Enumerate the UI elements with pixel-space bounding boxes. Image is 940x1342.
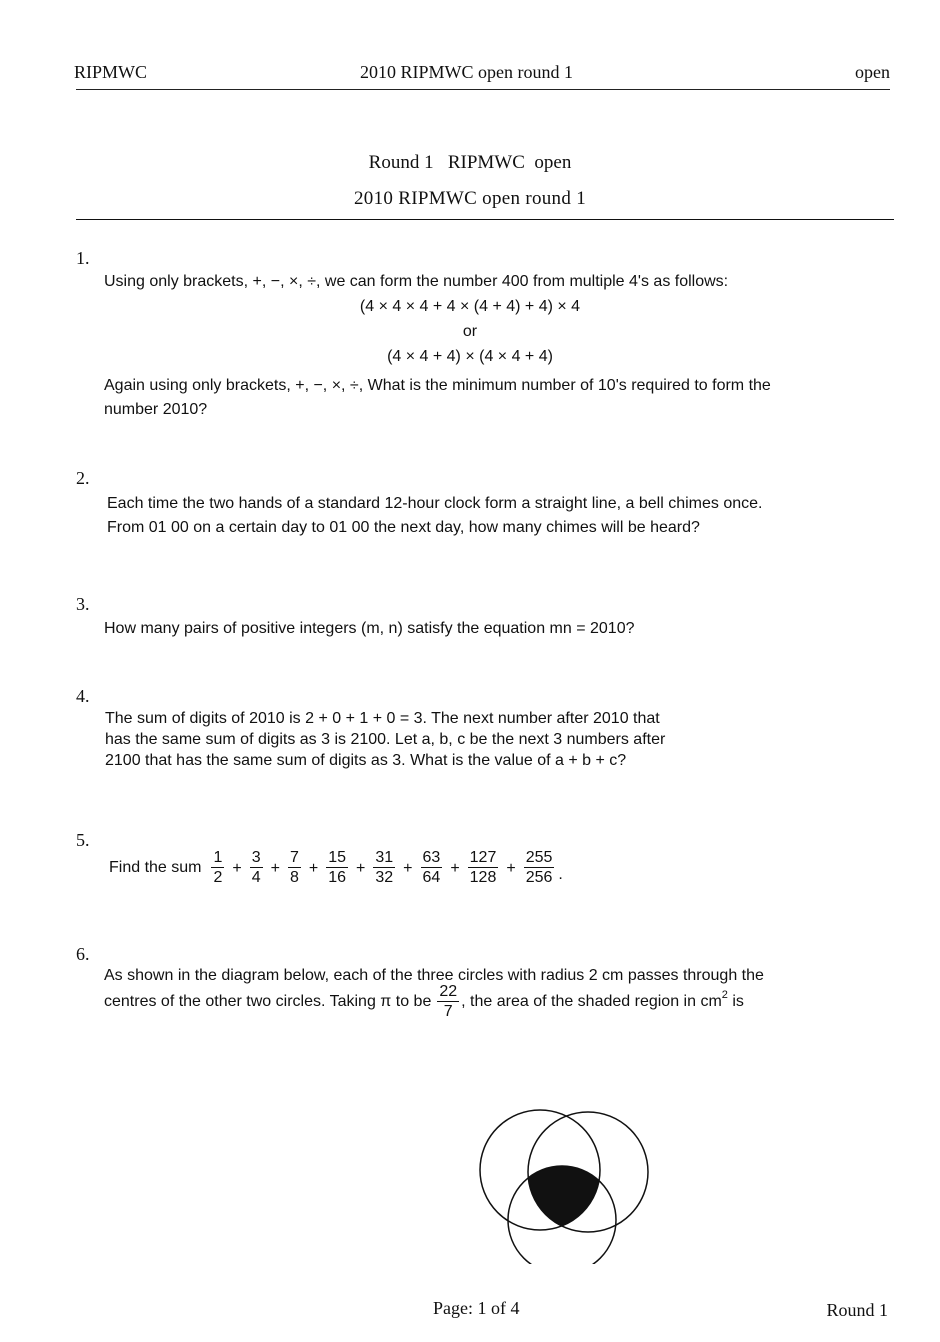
header-left: RIPMWC bbox=[74, 62, 148, 82]
fraction-numerator: 15 bbox=[328, 849, 347, 866]
fraction bbox=[468, 848, 499, 887]
fraction bbox=[288, 848, 301, 887]
pi-fraction-denominator: 7 bbox=[443, 1003, 453, 1020]
fraction-denominator: 256 bbox=[525, 869, 553, 886]
question-4-line-3: 2100 that has the same sum of digits as 3. What is the value of a + b + c? bbox=[105, 752, 627, 769]
question-1-number: 1. bbox=[76, 248, 90, 268]
question-6-line-2-middle: , the area of the shaded region in cm bbox=[461, 992, 722, 1010]
fraction bbox=[211, 848, 224, 887]
plus-sign: + bbox=[308, 859, 319, 877]
fraction-denominator: 16 bbox=[328, 869, 347, 886]
fraction bbox=[250, 848, 263, 887]
question-4-number: 4. bbox=[76, 686, 90, 706]
question-1-or: or bbox=[462, 323, 478, 340]
question-6-number: 6. bbox=[76, 944, 90, 964]
question-5-prefix: Find the sum bbox=[109, 858, 202, 876]
plus-sign: + bbox=[450, 859, 460, 877]
question-3-line-1: How many pairs of positive integers (m, n) satisfy the equation mn = 2010? bbox=[104, 620, 635, 637]
header-center: 2010 RIPMWC open round 1 bbox=[360, 62, 573, 82]
superscript-two: 2 bbox=[721, 988, 728, 1001]
question-1-expression-2: (4 × 4 + 4) × (4 × 4 + 4) bbox=[387, 348, 553, 365]
question-5-number: 5. bbox=[76, 830, 90, 850]
question-4-line-1: The sum of digits of 2010 is 2 + 0 + 1 + 0 = 3. The next number after 2010 that bbox=[105, 710, 660, 727]
fraction-denominator: 32 bbox=[375, 869, 394, 886]
fraction bbox=[421, 848, 443, 887]
question-6-line-2-start: centres of the other two circles. Taking π to be bbox=[104, 992, 432, 1010]
plus-sign: + bbox=[270, 859, 280, 877]
footer-page-number: Page: 1 of 4 bbox=[433, 1298, 520, 1318]
fraction-numerator: 255 bbox=[525, 849, 553, 866]
header-divider bbox=[76, 89, 890, 90]
plus-sign: + bbox=[506, 859, 516, 877]
footer-round: Round 1 bbox=[826, 1300, 888, 1320]
fraction bbox=[524, 848, 555, 887]
question-1-intro: Using only brackets, +, −, ×, ÷, we can form the number 400 from multiple 4's as follows: bbox=[104, 273, 729, 290]
question-1-line-1: Again using only brackets, +, −, ×, ÷, What is the minimum number of 10's required to form the bbox=[104, 377, 771, 394]
fraction-numerator: 63 bbox=[422, 849, 441, 866]
three-circles-diagram bbox=[470, 1088, 654, 1264]
plus-sign: + bbox=[403, 859, 413, 877]
title-line1: Round 1 RIPMWC open bbox=[368, 152, 572, 173]
fraction-numerator: 7 bbox=[289, 849, 299, 866]
question-1-line-2: number 2010? bbox=[104, 401, 208, 418]
fraction-denominator: 128 bbox=[469, 869, 497, 886]
fraction-denominator: 8 bbox=[289, 869, 299, 886]
question-5-period: . bbox=[558, 865, 563, 883]
title-divider bbox=[76, 219, 894, 220]
fraction-numerator: 3 bbox=[251, 849, 261, 866]
pi-fraction-numerator: 22 bbox=[439, 983, 458, 1000]
question-6-line-1: As shown in the diagram below, each of the three circles with radius 2 cm passes through the bbox=[104, 967, 764, 984]
question-2-line-2: From 01 00 on a certain day to 01 00 the next day, how many chimes will be heard? bbox=[107, 519, 700, 536]
question-3-number: 3. bbox=[76, 594, 90, 614]
question-4-line-2: has the same sum of digits as 3 is 2100. Let a, b, c be the next 3 numbers after bbox=[105, 731, 666, 748]
page-title: 2010 RIPMWC open round 1 bbox=[353, 188, 587, 209]
header-right: open bbox=[855, 62, 890, 82]
question-6-line-2-end: is bbox=[727, 992, 744, 1010]
fraction bbox=[373, 848, 395, 887]
fraction-denominator: 2 bbox=[213, 869, 223, 886]
fraction-numerator: 31 bbox=[375, 849, 394, 866]
question-1-expression-1: (4 × 4 × 4 + 4 × (4 + 4) + 4) × 4 bbox=[359, 298, 581, 315]
question-2-number: 2. bbox=[76, 468, 90, 488]
fraction bbox=[326, 848, 348, 887]
pi-fraction bbox=[437, 982, 459, 1021]
fraction-numerator: 1 bbox=[213, 849, 223, 866]
question-5-sum bbox=[109, 848, 563, 887]
question-6-line-2 bbox=[104, 982, 744, 1021]
fraction-numerator: 127 bbox=[469, 849, 497, 866]
question-2-line-1: Each time the two hands of a standard 12-hour clock form a straight line, a bell chimes once. bbox=[107, 495, 763, 512]
fraction-denominator: 64 bbox=[422, 869, 441, 886]
plus-sign: + bbox=[356, 859, 366, 877]
fraction-denominator: 4 bbox=[251, 869, 261, 886]
plus-sign: + bbox=[232, 859, 242, 877]
